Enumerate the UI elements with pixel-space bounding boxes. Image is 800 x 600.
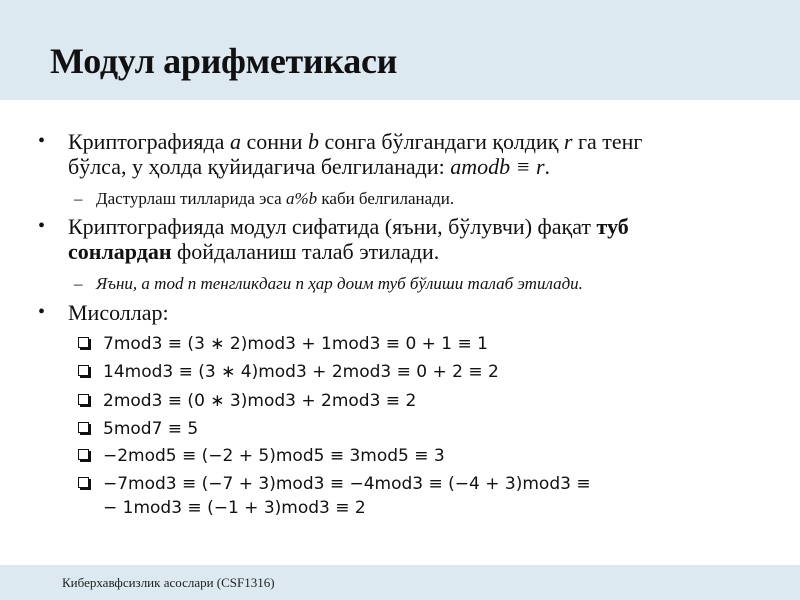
math-expression: amodb ≡ r [450,154,545,179]
bullet-examples [38,300,758,325]
subbullet-dash: – [74,274,83,293]
checkbox-bullet-icon [78,449,89,460]
checkbox-bullet-icon [78,337,89,348]
subbullet-programming: – Дастурлаш тилларида эса a%b каби белгиланади. [74,189,455,208]
math-var-r: r [563,129,573,154]
bullet-line: Криптографияда модул сифатида (яъни, бўлувчи) фақат туб [68,214,629,239]
footer-course-name: Киберхавфсизлик асослари (CSF1316) [62,575,275,590]
math-var-b: b [308,129,320,154]
checkbox-bullet-icon [78,365,89,376]
slide-content: • Криптографияда a сонни b сонга бўлгандаги қолдиқ r га тенг бўлса, у ҳолда қуйидагича белгиланади: amodb ≡ r. – Дастурлаш тилларида эса a%b каби белгиланади. • Криптографияда модул сифатида (яъни, бўлувчи) фақат туб сонлардан фойдаланиш талаб этилади. – Яъни, a mod n тенгликдаги n ҳар доим туб бўлиши талаб этилади. • Мисоллар: 7mod3 ≡ (3 ∗ 2)mod3 + 1mod3 ≡ 0 + 1 ≡ 1 14mod3 ≡ (3 ∗ 4)mod3 + 2mod3 ≡ 0 + 2 ≡ 2 2mod3 ≡ (0 ∗ 3)mod3 + 2mod3 ≡ 2 5mod7 ≡ 5 −2mod5 ≡ (−2 + 5)mod5 ≡ 3mod5 ≡ 3 −7mod3 ≡ (−7 + 3)mod3 ≡ −4mod3 ≡ (−4 + 3)mod3 ≡ − 1mod3 ≡ (−1 + 3)mod3 ≡ 2 [0,0,800,600]
bullet-line: Мисоллар: [68,300,169,325]
bullet-dot: • [38,130,46,152]
bullet-line: сонлардан фойдаланиш талаб этилади. [68,239,440,264]
subbullet-dash: – [74,189,83,208]
slide-title: Модул арифметикаси [50,41,398,81]
checkbox-bullet-icon [78,422,89,433]
bullet-dot: • [38,215,46,237]
bullet-prime-modulus [38,214,758,264]
checkbox-bullet-icon [78,477,89,488]
bullet-definition [38,129,758,179]
slide-footer [0,565,800,600]
bullet-dot: • [38,301,46,323]
subbullet-prime-note: – Яъни, a mod n тенгликдаги n ҳар доим туб бўлиши талаб этилади. [74,274,583,293]
math-expression: a%b [285,189,318,208]
bullet-line: Криптографияда a сонни b сонга бўлгандаги қолдиқ r га тенг [68,129,643,154]
example-continuation: − 1mod3 ≡ (−1 + 3)mod3 ≡ 2 [103,498,366,518]
math-var-a: a [229,129,241,154]
bullet-line: бўлса, у ҳолда қуйидагича белгиланади: amodb ≡ r. [68,154,551,179]
checkbox-bullet-icon [78,394,89,405]
